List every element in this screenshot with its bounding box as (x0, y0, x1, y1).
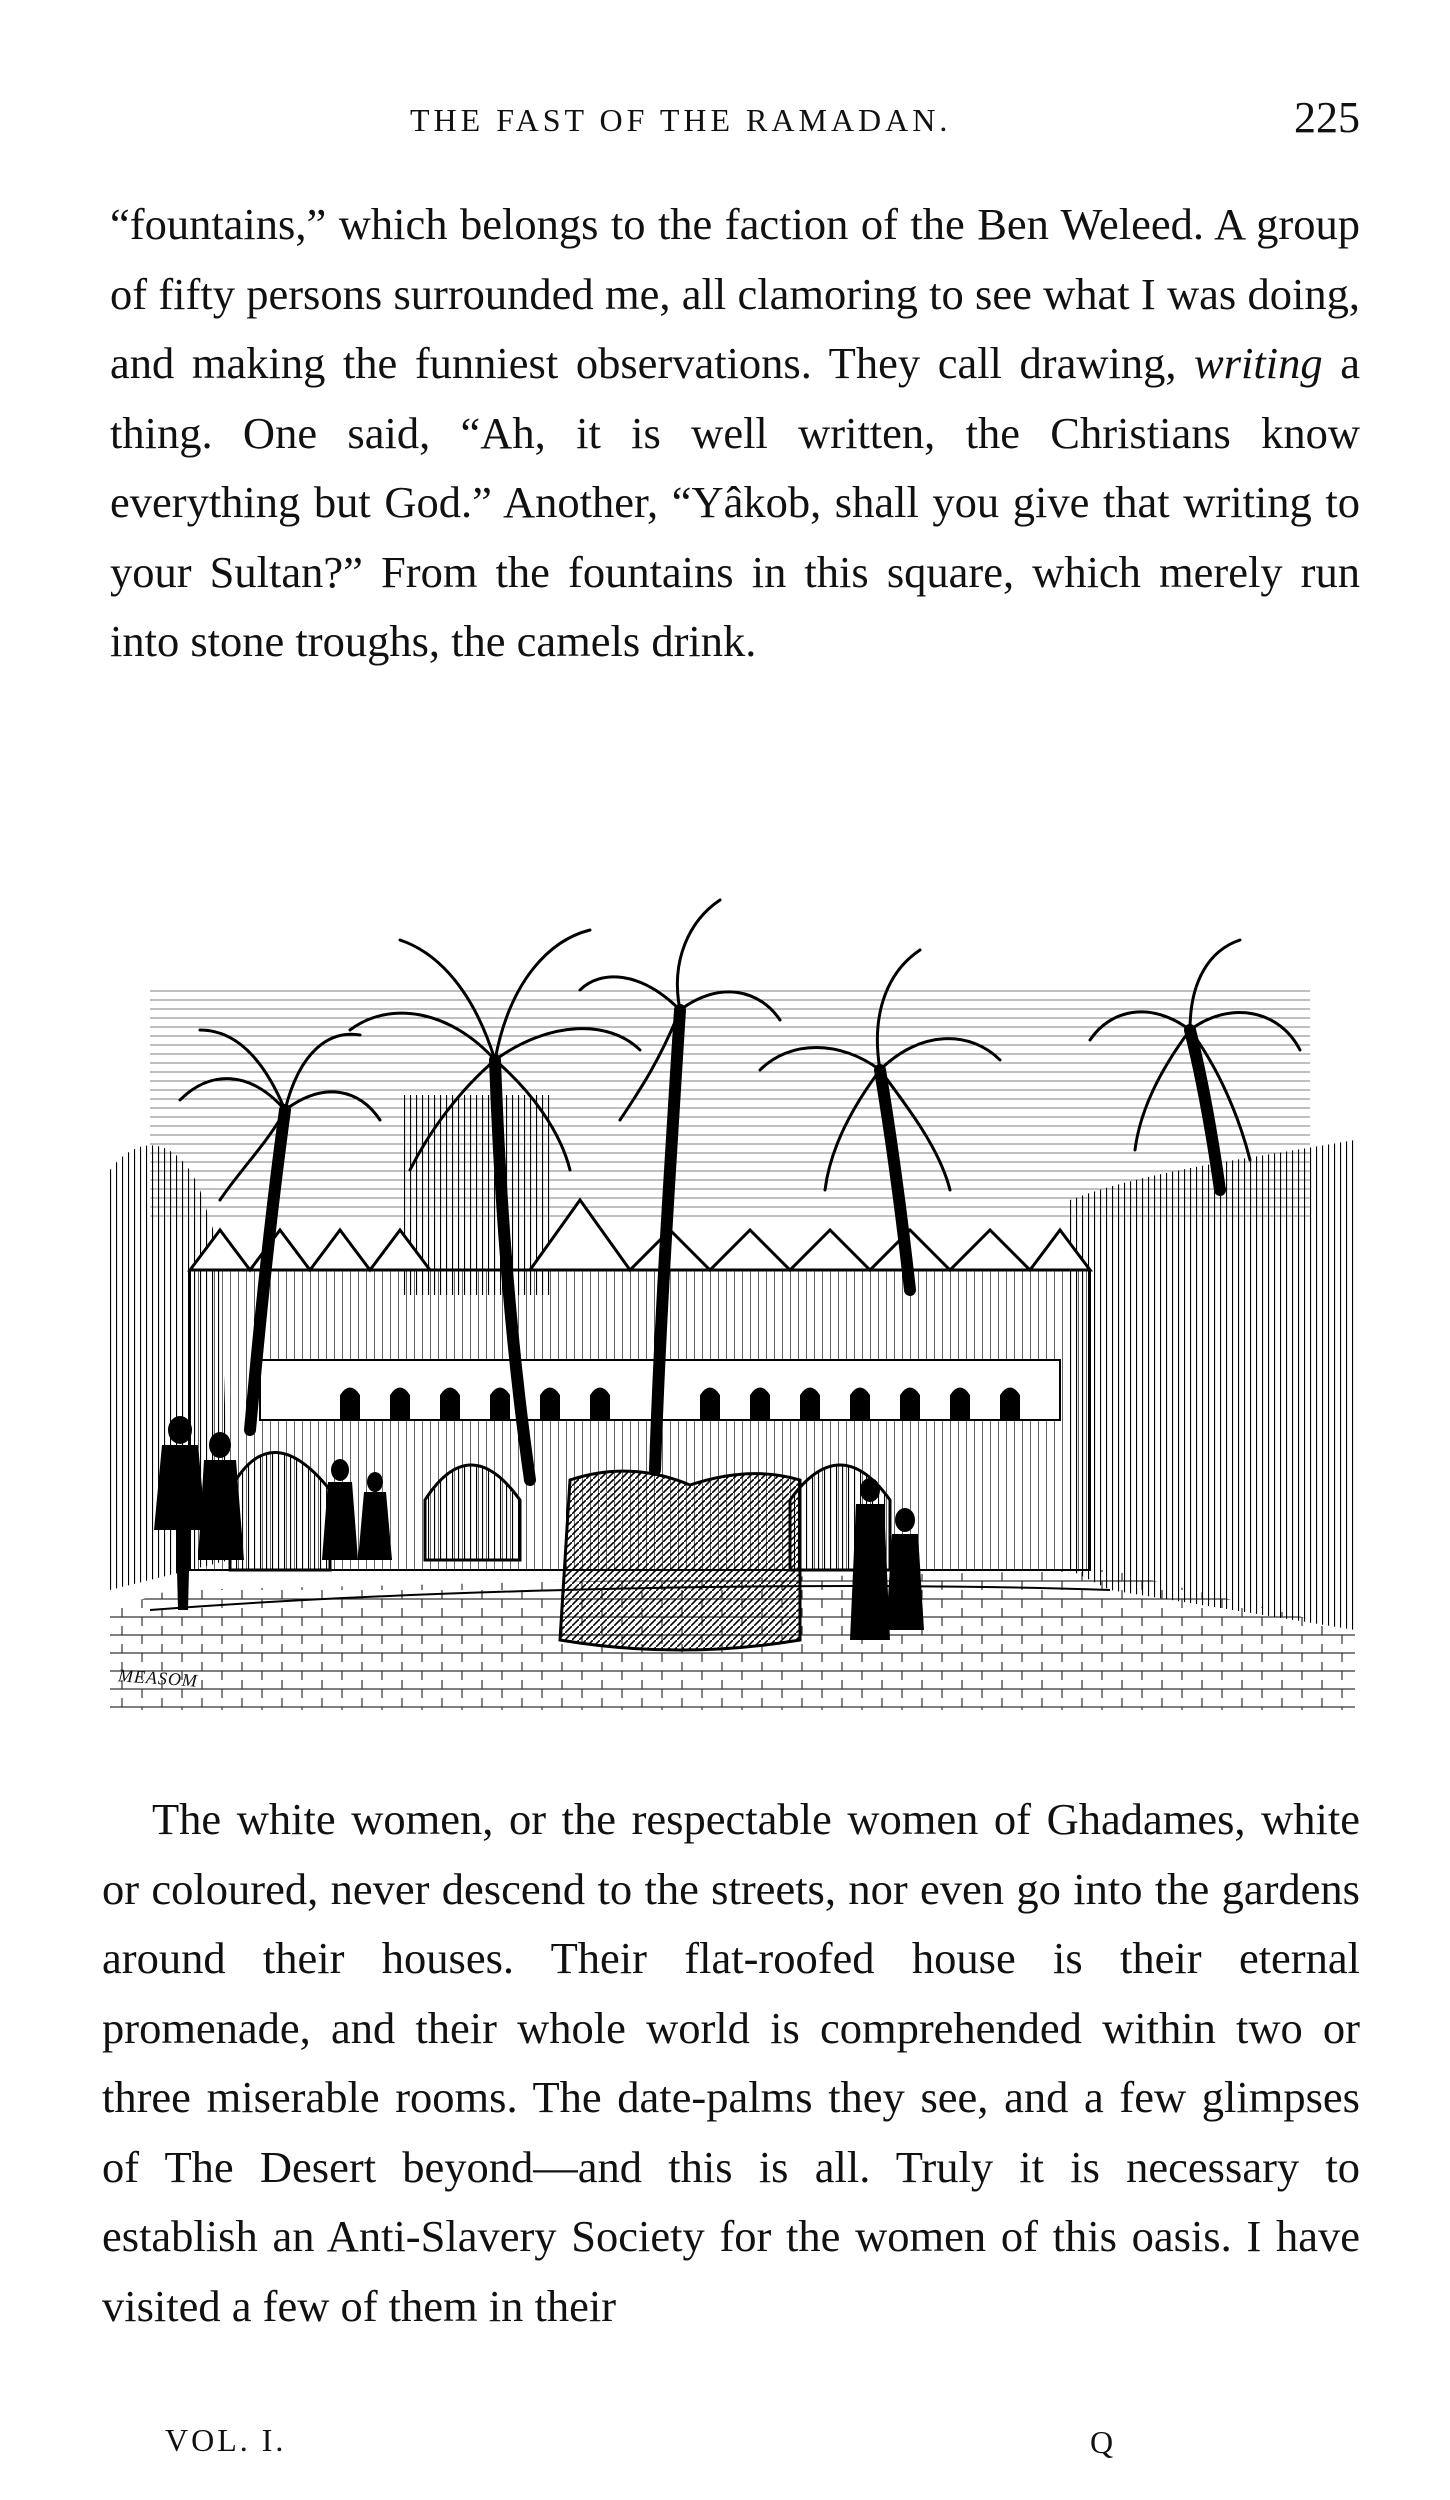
top-paragraph-emphasis: writing (1194, 338, 1323, 388)
volume-signature: VOL. I. (165, 2422, 287, 2458)
right-wall (1070, 1140, 1355, 1630)
bottom-paragraph-text: The white women, or the respectable women of Ghadames, white or coloured, never descend to the streets, nor even go into the gardens around their houses. Their flat-roofed house is their eternal promenade, and their whole world is comprehended within two or three miserable rooms. The date-palms they see, and a few glimpses of The Desert beyond—and this is all. Truly it is necessary to establish an Anti-Slavery Society for the women of this oasis. I have visited a few of them in their (102, 1794, 1360, 2331)
sheet-mark: Q (1090, 2424, 1114, 2460)
engraver-signature: MEASOM (117, 1665, 199, 1691)
top-paragraph (110, 190, 1360, 677)
cobbled-square (110, 1570, 1355, 1710)
page-footer (110, 2422, 1360, 2472)
running-head (110, 92, 1360, 152)
page-number: 225 (1294, 93, 1360, 142)
top-paragraph-text-1: “fountains,” which belongs to the faction of the Ben Weleed. A group of fifty persons surrounded me, all clamoring to see what I was doing, and making the funniest observations. They call drawing, (110, 199, 1360, 388)
bottom-paragraph (102, 1785, 1360, 2341)
running-title: THE FAST OF THE RAMADAN. (410, 102, 952, 138)
top-paragraph-text-2: a thing. One said, “Ah, it is well written, the Christians know everything but God.” Another, “Yâkob, shall you give that writing to your Sultan?” From the fountains in this square, which merely run into stone troughs, the camels drink. (110, 338, 1360, 666)
engraving-illustration (110, 870, 1355, 1710)
